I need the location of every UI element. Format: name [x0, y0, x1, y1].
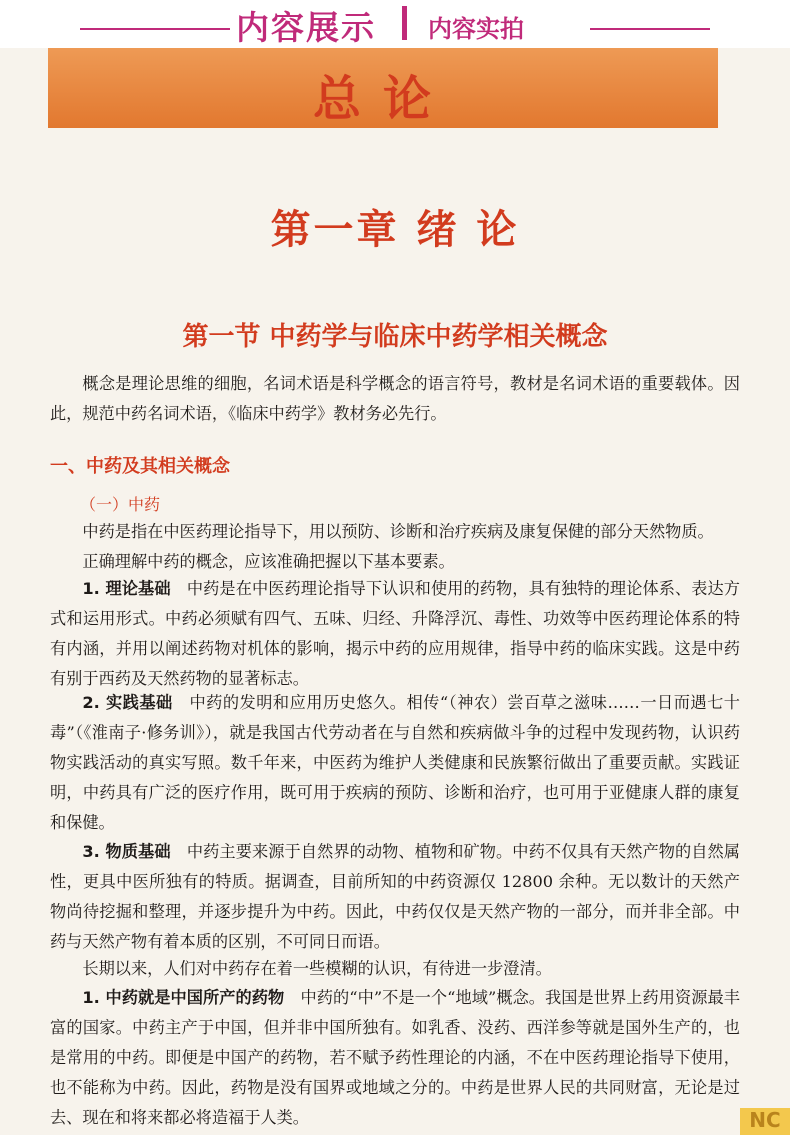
- chapter-title: 第一章 绪 论: [270, 206, 520, 253]
- item-material-text: 中药主要来源于自然界的动物、植物和矿物。中药不仅具有天然产物的自然属性，更具中医所独有的特质。据调查，目前所知的中药资源仅 12800 余种。无以数计的天然产物尚待挖掘和整理，并逐步提升为中药。因此，中药仅仅是天然产物的一部分，而并非全部。中药与天然产物有着本质的区别，不可同日而语。: [50, 842, 740, 951]
- definition-paragraph: 中药是指在中医药理论指导下，用以预防、诊断和治疗疾病及康复保健的部分天然物质。: [82, 522, 714, 541]
- item-theory-label: 1. 理论基础: [82, 579, 171, 598]
- item-material-label: 3. 物质基础: [82, 842, 171, 861]
- item-practice: [50, 688, 740, 838]
- section-title: 第一节 中药学与临床中药学相关概念: [182, 322, 608, 352]
- left-divider-line: [80, 28, 230, 30]
- corner-mark: NC: [740, 1108, 790, 1135]
- label-separator: [402, 6, 407, 40]
- heading-level1: 一、中药及其相关概念: [50, 456, 230, 477]
- heading-level2: （一）中药: [80, 495, 161, 514]
- item-misconception-label: 1. 中药就是中国所产的药物: [82, 988, 285, 1007]
- top-label-bar: [0, 0, 790, 48]
- longterm-paragraph: 长期以来，人们对中药存在着一些模糊的认识，有待进一步澄清。: [82, 959, 552, 978]
- right-divider-line: [590, 28, 710, 30]
- item-theory: [50, 574, 740, 694]
- intro-paragraph: 概念是理论思维的细胞，名词术语是科学概念的语言符号，教材是名词术语的重要载体。因此，规范中药名词术语，《临床中药学》教材务必先行。: [50, 374, 740, 423]
- item-theory-text: 中药是在中医药理论指导下认识和使用的药物，具有独特的理论体系、表达方式和运用形式。中药必须赋有四气、五味、归经、升降浮沉、毒性、功效等中医药理论体系的特有内涵，并用以阐述药物对机体的影响，揭示中药的应用规律，指导中药的临床实践。这是中药有别于西药及天然药物的显著标志。: [50, 579, 740, 688]
- item-practice-label: 2. 实践基础: [82, 693, 173, 712]
- content-display-label: 内容展示: [236, 8, 376, 47]
- item-misconception: [50, 983, 740, 1133]
- item-practice-text: 中药的发明和应用历史悠久。相传“（神农）尝百草之滋味……一日而遇七十毒”（《淮南子·修务训》），就是我国古代劳动者在与自然和疾病做斗争的过程中发现药物，认识药物实践活动的真实写照。数千年来，中医药为维护人类健康和民族繁衍做出了重要贡献。实践证明，中药具有广泛的医疗作用，既可用于疾病的预防、诊断和治疗，也可用于亚健康人群的康复和保健。: [50, 693, 740, 832]
- item-misconception-text: 中药的“中”不是一个“地域”概念。我国是世界上药用资源最丰富的国家。中药主产于中国，但并非中国所独有。如乳香、没药、西洋参等就是国外生产的，也是常用的中药。即便是中国产的药物，若不赋予药性理论的内涵，不在中医药理论指导下使用，也不能称为中药。因此，药物是没有国界或地域之分的。中药是世界人民的共同财富，无论是过去、现在和将来都必将造福于人类。: [50, 988, 740, 1127]
- understanding-paragraph: 正确理解中药的概念，应该准确把握以下基本要素。: [82, 552, 455, 571]
- item-material: [50, 837, 740, 957]
- content-photo-label: 内容实拍: [428, 15, 524, 43]
- part-banner: [48, 48, 718, 128]
- part-title: 总论: [312, 71, 453, 127]
